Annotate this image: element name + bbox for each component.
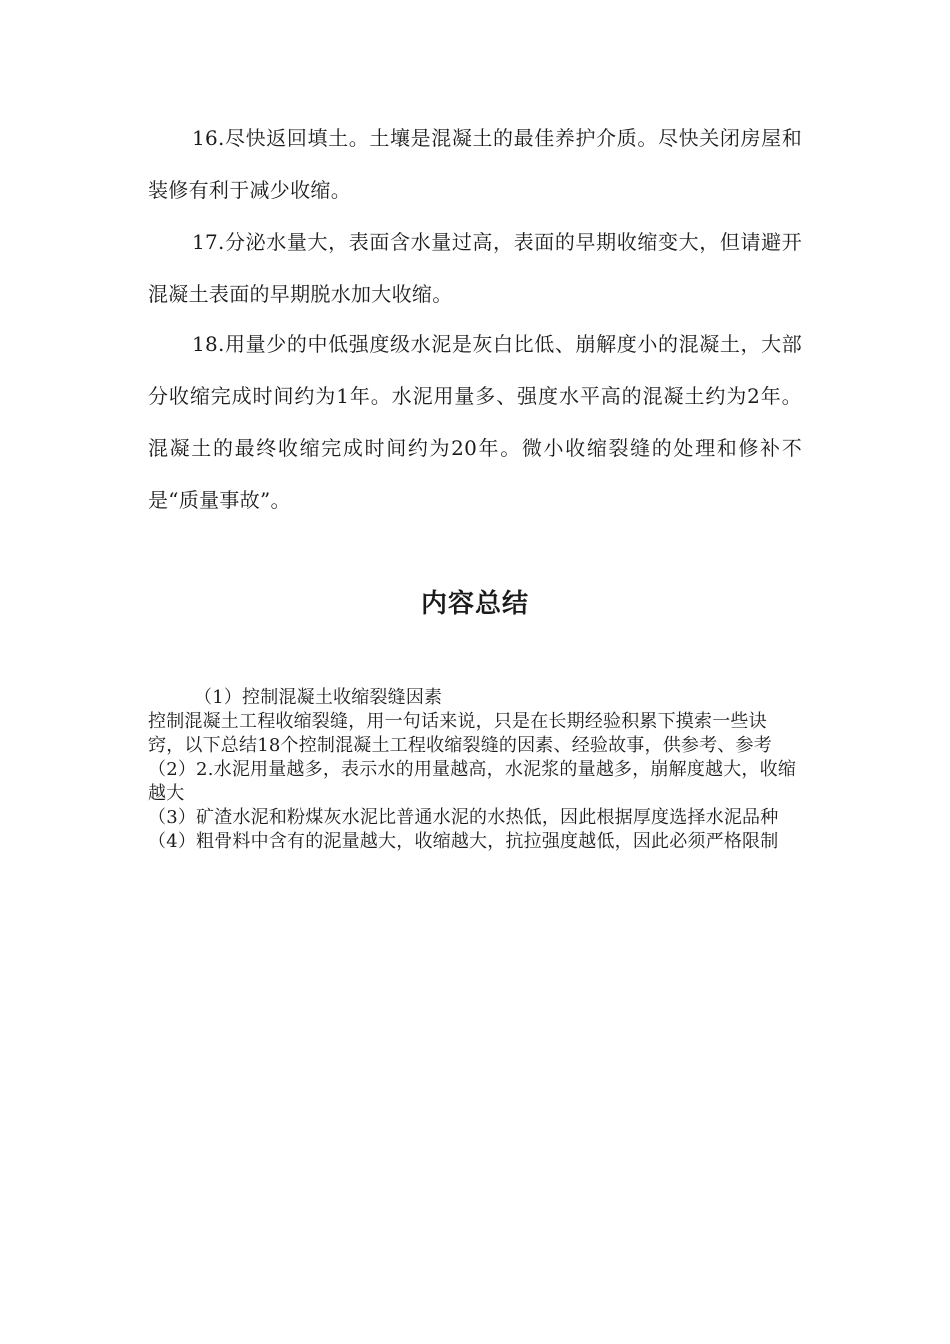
paragraph-18: 18.用量少的中低强度级水泥是灰白比低、崩解度小的混凝土，大部分收缩完成时间约为1年。水泥用量多、强度水平高的混凝土约为2年。混凝土的最终收缩完成时间约为20年。微小收缩裂缝的处理和修补不是“质量事故”。 bbox=[148, 332, 802, 512]
paragraph-17: 17.分泌水量大，表面含水量过高，表面的早期收缩变大，但请避开混凝土表面的早期脱水加大收缩。 bbox=[148, 230, 802, 306]
summary-section bbox=[148, 686, 802, 854]
summary-item: （4）粗骨料中含有的泥量越大，收缩越大，抗拉强度越低，因此必须严格限制 bbox=[148, 831, 779, 852]
paragraph-16: 16.尽快返回填土。土壤是混凝土的最佳养护介质。尽快关闭房屋和装修有利于减少收缩。 bbox=[148, 126, 802, 202]
summary-item: （3）矿渣水泥和粉煤灰水泥比普通水泥的水热低，因此根据厚度选择水泥品种 bbox=[148, 807, 779, 828]
summary-title: 内容总结 bbox=[420, 589, 529, 619]
summary-item: 控制混凝土工程收缩裂缝，用一句话来说，只是在长期经验积累下摸索一些诀窍，以下总结18个控制混凝土工程收缩裂缝的因素、经验故事，供参考、参考 bbox=[148, 711, 772, 756]
summary-item: （1）控制混凝土收缩裂缝因素 bbox=[194, 687, 443, 708]
summary-item: （2）2.水泥用量越多，表示水的用量越高，水泥浆的量越多，崩解度越大，收缩越大 bbox=[148, 759, 797, 804]
